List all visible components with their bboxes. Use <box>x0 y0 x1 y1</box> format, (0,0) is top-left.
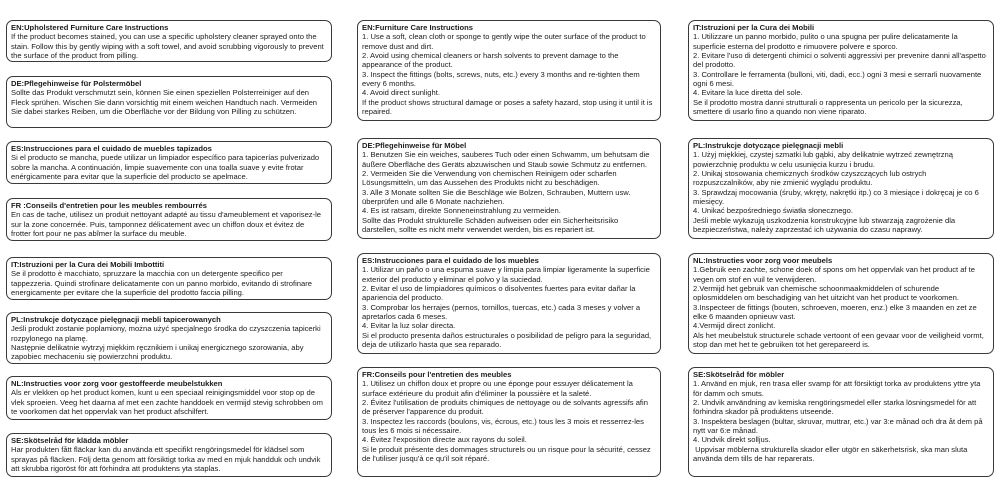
note-text-line: 4. Unikać bezpośredniego światła słonecznego. <box>693 206 853 216</box>
note-text-line: Har produkten fått fläckar kan du använda ett specifikt rengöringsmedel för klädsel som sprayas på fläcken. Följ detta genom att försiktigt torka av med en mjuk handduk och undvik att skrubba rigoröst för att förhindra att produktens yta staplas. <box>11 445 323 474</box>
note-text-line: 1. Utilisez un chiffon doux et propre ou une éponge pour essuyer délicatement la surface extérieure du produit afin d'éliminer la poussière et la saleté. <box>362 379 636 398</box>
note-text-line: 1. Utilizzare un panno morbido, pulito o una spugna per pulire delicatamente la superficie esterna del prodotto e rimuovere polvere e sporco. <box>693 32 960 51</box>
note-text-line: Sollte das Produkt verschmutzt sein, können Sie einen speziellen Polsterreiniger auf den Fleck sprühen. Wischen Sie dann vorsichtig mit einem weichen Handtuch nach. Vermeiden Sie dabei starkes Reiben, um die Oberfläche vor der Bildung von Pilling zu schützen. <box>11 88 320 117</box>
note-text-line: Uppvisar möblerna strukturella skador eller utgör en säkerhetsrisk, ska man sluta använda dem tills de har reparerats. <box>693 444 970 464</box>
note-text-line: 4.Vermijd direct zonlicht. <box>693 321 776 331</box>
care-note-es-furniture <box>357 253 661 354</box>
note-text-line: If the product shows structural damage or poses a safety hazard, stop using it until it is repaired. <box>362 97 655 117</box>
care-note-es-upholstered <box>6 141 332 184</box>
note-text-line: 1.Gebruik een zachte, schone doek of spons om het oppervlak van het product af te vegen om stof en vuil te verwijderen. <box>693 265 978 284</box>
note-text-line: 3. Alle 3 Monate sollten Sie die Beschläge wie Bolzen, Schrauben, Muttern usw. überprüfen und alle 6 Monate nachziehen. <box>362 187 633 207</box>
note-text-line: Als er vlekken op het product komen, kunt u een speciaal reinigingsmiddel voor stop op de vlek sproeien. Veeg het daarna af met een zachte handdoek en vermijd stevig schrobben om te voorkomen dat het oppervlak van het product afschilfert. <box>11 388 326 417</box>
note-text-line: 2. Undvik användning av kemiska rengöringsmedel eller starka lösningsmedel för att förhindra skador på produktens utseende. <box>693 398 979 417</box>
note-title: FR:Conseils pour l'entretien des meubles <box>362 370 512 379</box>
note-title: NL:Instructies voor zorg voor meubels <box>693 256 833 265</box>
care-note-pl-upholstered <box>6 312 332 364</box>
note-text-line: Si le produit présente des dommages structurels ou un risque pour la sécurité, cessez de l'utiliser jusqu'à ce qu'il soit réparé. <box>362 444 653 464</box>
note-title: ES:Instrucciones para el cuidado de muebles tapizados <box>11 144 212 153</box>
note-title: DE:Pflegehinweise für Polstermöbel <box>11 79 142 88</box>
note-text-line: 3. Comprobar los herrajes (pernos, tornillos, tuercas, etc.) cada 3 meses y volver a apretarlos cada 6 meses. <box>362 302 643 322</box>
care-note-pl-furniture <box>688 138 994 239</box>
note-title: EN:Upholstered Furniture Care Instructions <box>11 23 169 32</box>
care-note-en-furniture <box>357 20 661 121</box>
note-text-line: 3. Controllare le ferramenta (bulloni, viti, dadi, ecc.) ogni 3 mesi e serrarli nuovamente ogni 6 mesi. <box>693 69 984 89</box>
note-text-line: 4. Évitez l'exposition directe aux rayons du soleil. <box>362 435 527 445</box>
note-text-line: 2. Avoid using chemical cleaners or harsh solvents to prevent damage to the appearance of the product. <box>362 51 621 70</box>
note-title: PL:Instrukcje dotyczące pielęgnacji mebli tapicerowanych <box>11 315 221 324</box>
note-text-line: 1. Utilizar un paño o una espuma suave y limpia para limpiar ligeramente la superficie exterior del producto y eliminar el polvo y la suciedad. <box>362 265 652 284</box>
care-note-nl-furniture <box>688 253 994 354</box>
note-title: IT:Istruzioni per la Cura dei Mobili Imbottiti <box>11 260 165 269</box>
care-note-fr-furniture <box>357 367 661 477</box>
note-title: ES:Instrucciones para el cuidado de los muebles <box>362 256 539 265</box>
note-text-line: 2. Unikaj stosowania chemicznych środków czyszczących lub ostrych rozpuszczalników, aby nie zmienić wyglądu produktu. <box>693 169 929 188</box>
note-text-line: Si el producto presenta daños estructurales o posibilidad de peligro para la seguridad, deja de utilizarlo hasta que sea reparado. <box>362 330 654 350</box>
note-text-line: 3. Inspectez les raccords (boulons, vis, écrous, etc.) tous les 3 mois et resserrez-les tous les 6 mois si nécessaire. <box>362 416 647 436</box>
note-title: SE:Skötselråd för möbler <box>693 370 785 379</box>
note-text-line: 3. Sprawdzaj mocowania (śruby, wkręty, nakrętki itp.) co 3 miesiące i dokręcaj je co 6 miesięcy. <box>693 187 981 207</box>
note-text-line: Se il prodotto è macchiato, spruzzare la macchia con un detergente specifico per tappezzeria. Quindi strofinare delicatamente con un panno morbido, evitando di strofinare energicamente per evitare che la superficie del prodotto faccia pilling. <box>11 269 315 298</box>
note-text-line: 2. Evitare l'uso di detergenti chimici o solventi aggressivi per prevenire danni all'aspetto del prodotto. <box>693 51 989 70</box>
note-text-line: 4. Undvik direkt solljus. <box>693 435 771 445</box>
note-text-line: Si el producto se mancha, puede utilizar un limpiador específico para tapicerías pulverizado sobre la mancha. A continuación, limpie suavemente con una toalla suave y evite frotar enérgicamente para evitar que la superficie del producto se apelmace. <box>11 153 322 182</box>
note-text-line: 4. Es ist ratsam, direkte Sonneneinstrahlung zu vermeiden. <box>362 206 561 216</box>
note-text-line: Następnie delikatnie wytrzyj miękkim ręcznikiem i unikaj energicznego szorowania, aby zapobiec mechaceniu się powierzchni produktu. <box>11 343 306 362</box>
note-title: SE:Skötselråd för klädda möbler <box>11 436 129 445</box>
note-text-line: 3.Inspecteer de fittings (bouten, schroeven, moeren, enz.) elke 3 maanden en zet ze elke 6 maanden opnieuw vast. <box>693 302 979 322</box>
note-text-line: Sollte das Produkt strukturelle Schäden aufweisen oder ein Sicherheitsrisiko darstellen, sollte es nicht mehr verwendet werden, bis es repariert ist. <box>362 215 621 235</box>
care-note-se-furniture <box>688 367 994 477</box>
note-title: DE:Pflegehinweise für Möbel <box>362 141 467 150</box>
note-text-line: En cas de tache, utilisez un produit nettoyant adapté au tissu d'ameublement et vaporisez-le sur la zone concernée. Puis, tamponnez délicatement avec un chiffon doux et évitez de frotter fort pour ne pas abîmer la surface du meuble. <box>11 210 324 239</box>
care-note-nl-upholstered <box>6 376 332 420</box>
note-text-line: 4. Avoid direct sunlight. <box>362 88 440 98</box>
note-text-line: 3. Inspect the fittings (bolts, screws, nuts, etc.) every 3 months and re-tighten them every 6 months. <box>362 69 642 89</box>
note-text-line: 2. Évitez l'utilisation de produits chimiques de nettoyage ou de solvants agressifs afin de préserver l'apparence du produit. <box>362 398 651 417</box>
note-text-line: Jeśli produkt zostanie poplamiony, można użyć specjalnego środka do czyszczenia tapicerki rozpylonego na plamę. <box>11 324 323 343</box>
note-text-line: 1. Użyj miękkiej, czystej szmatki lub gąbki, aby delikatnie wytrzeć zewnętrzną powierzchnię produktu w celu usunięcia kurzu i brudu. <box>693 150 956 169</box>
note-text-line: 2.Vermijd het gebruik van chemische schoonmaakmiddelen of schurende oplosmiddelen om beschadiging van het uitzicht van het product te voorkomen. <box>693 284 959 303</box>
note-text-line: 2. Vermeiden Sie die Verwendung von chemischen Reinigern oder scharfen Lösungsmitteln, um das Aussehen des Produkts nicht zu beschädigen. <box>362 169 619 188</box>
note-title: PL:Instrukcje dotyczące pielęgnacji mebli <box>693 141 844 150</box>
care-note-se-upholstered <box>6 433 332 477</box>
note-title: FR :Conseils d'entretien pour les meubles rembourrés <box>11 201 207 210</box>
care-note-de-furniture <box>357 138 661 239</box>
note-text-line: 2. Evitar el uso de limpiadores químicos o disolventes fuertes para evitar dañar la apariencia del producto. <box>362 284 638 303</box>
note-title: EN:Furniture Care Instructions <box>362 23 473 32</box>
care-note-it-furniture <box>688 20 994 121</box>
note-text-line: 4. Evitar la luz solar directa. <box>362 321 456 331</box>
note-text-line: 4. Evitare la luce diretta del sole. <box>693 88 803 98</box>
note-text-line: 3. Inspektera beslagen (bultar, skruvar, muttrar, etc.) var 3:e månad och dra åt dem på nytt var 6:e månad. <box>693 416 985 436</box>
note-text-line: Jeśli meble wykazują uszkodzenia konstrukcyjne lub stwarzają zagrożenie dla bezpieczeństwa, należy zaprzestać ich używania do czasu naprawy. <box>693 215 958 235</box>
care-note-en-upholstered <box>6 20 332 62</box>
care-note-de-upholstered <box>6 76 332 128</box>
note-text-line: 1. Benutzen Sie ein weiches, sauberes Tuch oder einen Schwamm, um behutsam die äußere Oberfläche des Geräts abzuwischen und Staub sowie Schmutz zu entfernen. <box>362 150 652 169</box>
note-text-line: If the product becomes stained, you can use a specific upholstery cleaner sprayed onto the stain. Follow this by gently wiping with a soft towel, and avoid scrubbing vigorously to prevent the surface of the product from pilling. <box>11 32 326 61</box>
note-text-line: Als het meubelstuk structurele schade vertoont of een gevaar voor de veiligheid vormt, stop dan met het te gebruiken tot het gerepareerd is. <box>693 330 986 350</box>
note-title: NL:Instructies voor zorg voor gestoffeerde meubelstukken <box>11 379 223 388</box>
note-text-line: 1. Använd en mjuk, ren trasa eller svamp för att försiktigt torka av produktens yttre yta för damm och smuts. <box>693 379 983 398</box>
note-title: IT:Istruzioni per la Cura dei Mobili <box>693 23 815 32</box>
note-text-line: Se il prodotto mostra danni strutturali o rappresenta un pericolo per la sicurezza, smettere di usarlo fino a quando non viene riparato. <box>693 97 965 117</box>
note-text-line: 1. Use a soft, clean cloth or sponge to gently wipe the outer surface of the product to remove dust and dirt. <box>362 32 648 51</box>
care-note-it-upholstered <box>6 257 332 300</box>
care-note-fr-upholstered <box>6 198 332 241</box>
